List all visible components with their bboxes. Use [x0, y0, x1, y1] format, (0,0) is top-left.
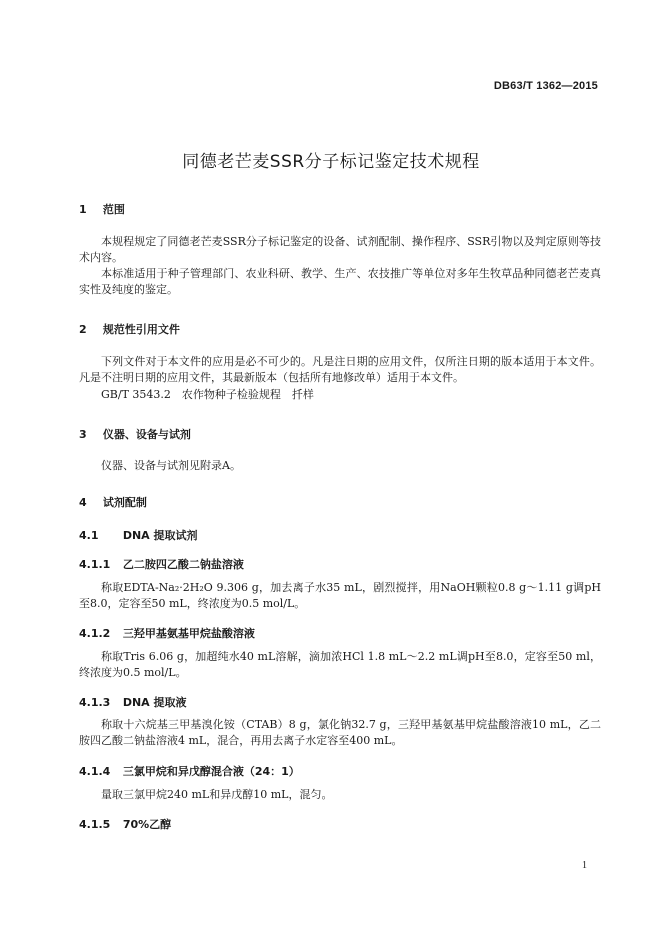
section-number: 4.1.3	[79, 696, 111, 709]
reference-item: GB/T 3543.2 农作物种子检验规程 扦样	[101, 388, 314, 401]
section-heading-2	[79, 321, 180, 337]
section-title: 乙二胺四乙酸二钠盐溶液	[122, 558, 244, 571]
section-title: 三氯甲烷和异戊醇混合液（24：1）	[122, 765, 300, 778]
section-heading-3	[79, 426, 191, 442]
section-title: 三羟甲基氨基甲烷盐酸溶液	[122, 627, 255, 640]
section-number: 3	[79, 428, 87, 441]
section-title: DNA 提取试剂	[122, 529, 198, 542]
section-title: DNA 提取液	[122, 696, 187, 709]
section-number: 1	[79, 203, 87, 216]
section-number: 4	[79, 496, 87, 509]
paragraph: 下列文件对于本文件的应用是必不可少的。凡是注日期的应用文件，仅所注日期的版本适用于本文件。凡是不注明日期的应用文件，其最新版本（包括所有地修改单）适用于本文件。	[79, 355, 601, 384]
page-number: 1	[582, 860, 587, 871]
section-title: 仪器、设备与试剂	[102, 428, 191, 441]
section-number: 2	[79, 323, 87, 336]
section-number: 4.1.2	[79, 627, 111, 640]
subsection-heading-4-1-3	[79, 694, 187, 710]
document-title: 同德老芒麦SSR分子标记鉴定技术规程	[182, 152, 480, 172]
subsection-heading-4-1-5	[79, 816, 171, 832]
paragraph: 本标准适用于种子管理部门、农业科研、教学、生产、农技推广等单位对多年生牧草品种同德老芒麦真实性及纯度的鉴定。	[79, 267, 601, 296]
section-number: 4.1.1	[79, 558, 111, 571]
section-number: 4.1.4	[79, 765, 111, 778]
section-title: 试剂配制	[102, 496, 147, 509]
section-number: 4.1	[79, 529, 99, 542]
subsection-heading-4-1-4	[79, 763, 300, 779]
paragraph: 本规程规定了同德老芒麦SSR分子标记鉴定的设备、试剂配制、操作程序、SSR引物以及判定原则等技术内容。	[79, 235, 601, 264]
section-title: 范围	[102, 203, 125, 216]
subsection-heading-4-1-2	[79, 625, 255, 641]
section-title: 规范性引用文件	[102, 323, 180, 336]
paragraph: 称取十六烷基三甲基溴化铵（CTAB）8 g，氯化钠32.7 g，三羟甲基氨基甲烷盐酸溶液10 mL，乙二胺四乙酸二钠盐溶液4 mL，混合，再用去离子水定容至400 mL。	[79, 718, 601, 747]
section-heading-4	[79, 494, 147, 510]
paragraph: 仪器、设备与试剂见附录A。	[101, 459, 241, 472]
paragraph: 称取EDTA-Na₂·2H₂O 9.306 g，加去离子水35 mL，剧烈搅拌，用NaOH颗粒0.8 g～1.11 g调pH至8.0，定容至50 mL，终浓度为0.5 mol/L。	[79, 581, 601, 610]
document-number: DB63/T 1362—2015	[493, 80, 598, 92]
subsection-heading-4-1	[79, 527, 198, 543]
section-heading-1	[79, 201, 125, 217]
paragraph: 量取三氯甲烷240 mL和异戊醇10 mL，混匀。	[101, 788, 333, 801]
section-number: 4.1.5	[79, 818, 111, 831]
section-title: 70%乙醇	[122, 818, 172, 831]
subsection-heading-4-1-1	[79, 556, 244, 572]
paragraph: 称取Tris 6.06 g，加超纯水40 mL溶解，滴加浓HCl 1.8 mL～2.2 mL调pH至8.0，定容至50 ml，终浓度为0.5 mol/L。	[79, 650, 601, 679]
